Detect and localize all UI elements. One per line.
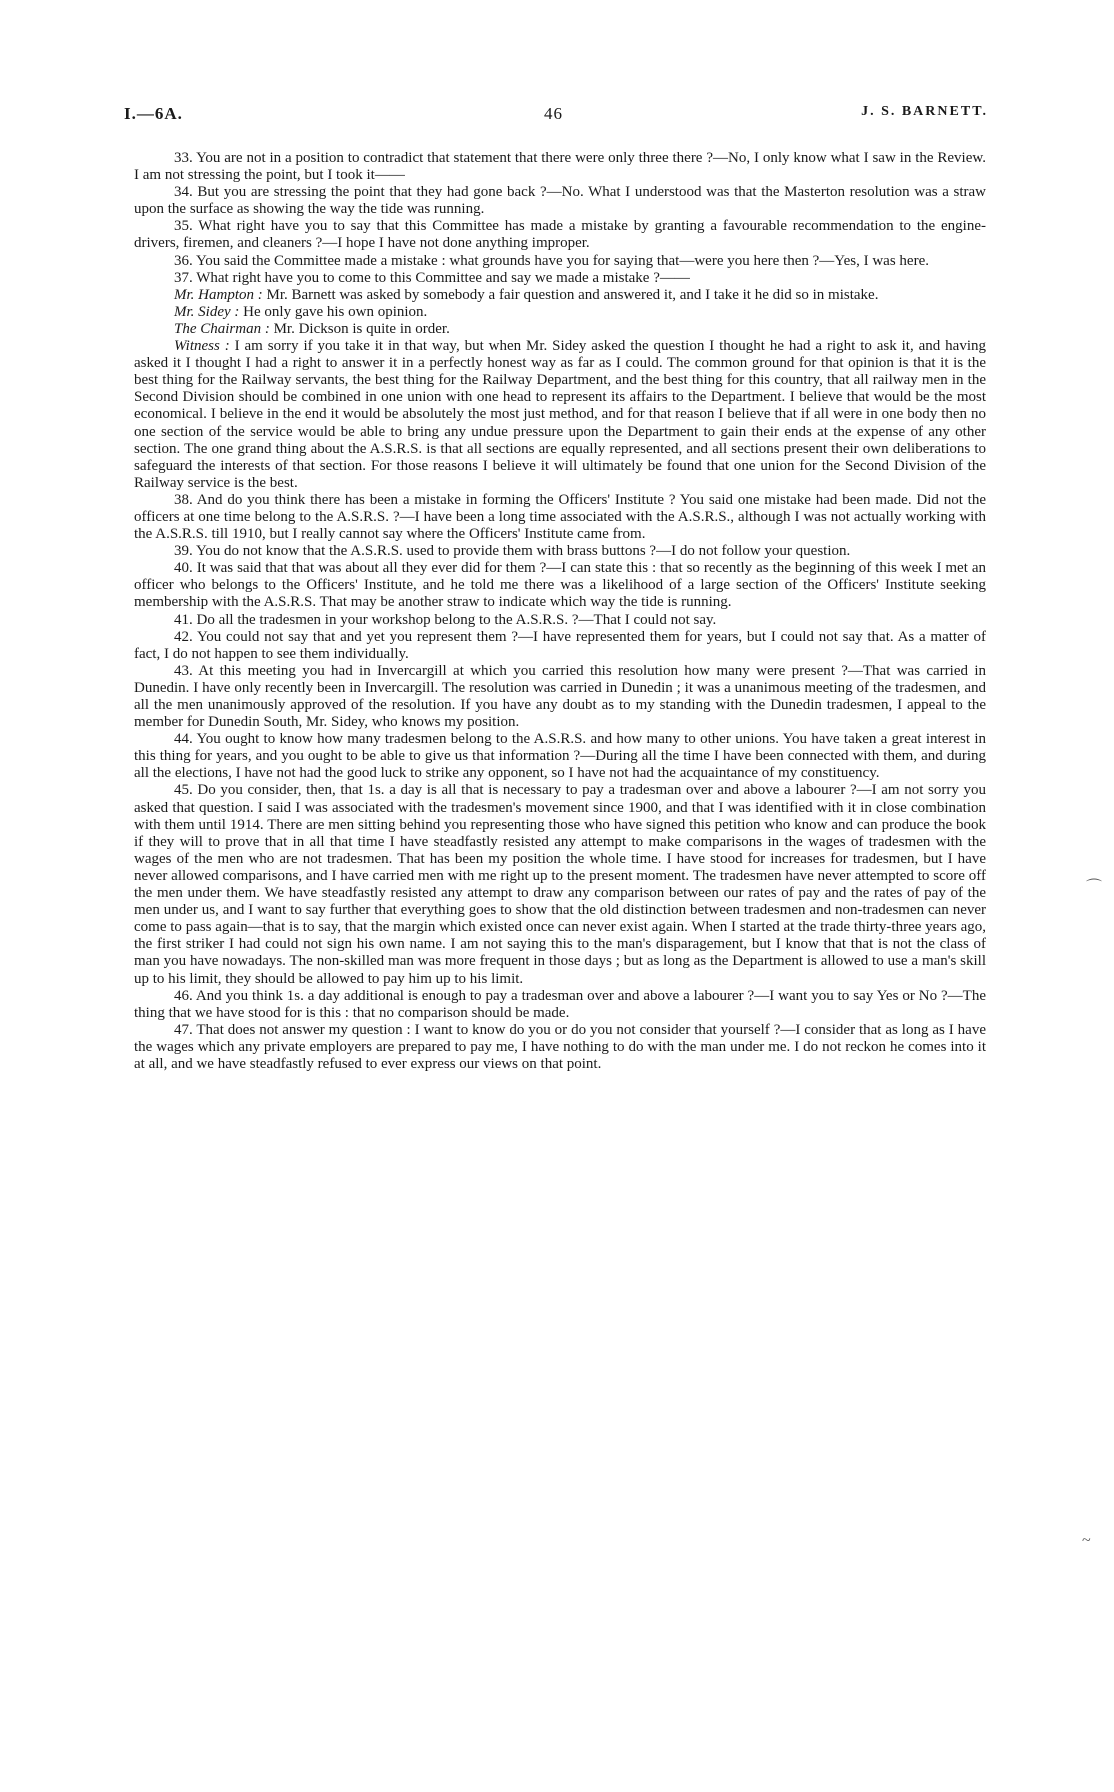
paragraph-37: 37. What right have you to come to this Committee and say we made a mistake ?—— [174,269,690,286]
paragraph-38: 38. And do you think there has been a mistake in forming the Officers' Institute ? You said one mistake had been made. Did not the officers at one time belong to the A.S.R.S. ?—I have been a long time associated with the A.S.R.S., although I was not actually working with the A.S.R.S. till 1910, but I really cannot say where the Officers' Institute came from. [134,491,986,543]
paragraph-44: 44. You ought to know how many tradesmen belong to the A.S.R.S. and how many to other unions. You have taken a great interest in this thing for years, and you ought to be able to give us that information ?—During all the time I have been connected with them, and during all the elections, I have not had the good luck to strike any opponent, so I have not had the acquaintance of my constituency. [134,731,986,782]
page-header [124,104,988,128]
paragraph-45: 45. Do you consider, then, that 1s. a day is all that is necessary to pay a tradesman over and above a labourer ?—I am not sorry you asked that question. I said I was associated with the tradesmen's movement since 1900, and that I was identified with it in close combination with them until 1914. There are men sitting behind you representing those who have signed this petition who know and can produce the book if they will to prove that in all that time I have steadfastly resisted any attempt to make comparisons in the wages of tradesmen with the wages of the men who are not tradesmen. That has been my position the whole time. I have stood for increases for tradesmen, but I have never allowed comparisons, and I have carried men with me right up to the present moment. The tradesmen have never attempted to score off the men under them. We have steadfastly resisted any attempt to draw any comparison between our rates of pay and the rates of pay of the men under us, and I want to say further that everything goes to show that the old distinction between tradesmen and non-tradesmen can never come to pass again—that is to say, that the margin which existed once can never exist again. When I started at the trade thirty-three years ago, the first striker I had could not sign his own name. I am not saying this to the man's disparagement, but I know that that is not the class of man you have nowadays. The non-skilled man was more frequent in those days ; but as long as the Department is allowed to use a man's skill up to his limit, they should be allowed to pay him up to his limit. [134,782,986,987]
speaker-text: Mr. Barnett was asked by somebody a fair question and answered it, and I take it he did so in mistake. [262,286,879,303]
speaker-paragraph-sidey [134,304,986,321]
paragraph-42: 42. You could not say that and yet you represent them ?—I have represented them for years, but I could not say that. As a matter of fact, I do not happen to see them individually. [134,628,986,662]
header-paper-reference: I.—6A. [124,104,183,123]
speaker-text: I am sorry if you take it in that way, but when Mr. Sidey asked the question I thought he had a right to ask it, and having asked it I thought I had a right to answer it in a perfectly honest way as far as I could. The common ground for that opinion is that it is the best thing for the Railway servants, the best thing for the Railway Department, and the best thing for this country, that all railway men in the Second Division should be combined in one union with one head to represent its affairs to the Department. I believe that would be the most economical. I believe in the end it would be absolutely the most just method, and for that reason I believe that if all were in one body then no one section of the service would be able to bring any undue pressure upon the Department to gain their ends at the expense of any other section. The one grand thing about the A.S.R.S. is that all sections are equally represented, and all sections present their own deliberations to safeguard the interests of that section. For those reasons I believe it will ultimately be found that one union for the Second Division of the Railway service is the best. [134,338,986,491]
paragraph-36: 36. You said the Committee made a mistake : what grounds have you for saying that—were you here then ?—Yes, I was here. [174,252,929,269]
speaker-paragraph-chairman [134,321,986,338]
paragraph-43: 43. At this meeting you had in Invercargill at which you carried this resolution how many were present ?—That was carried in Dunedin. I have only recently been in Invercargill. The resolution was carried in Dunedin ; it was a unanimous meeting of the tradesmen, and all the men unanimously approved of the resolution. If you have any doubt as to my standing with the Dunedin tradesmen, I appeal to the member for Dunedin South, Mr. Sidey, who knows my position. [134,662,986,731]
paragraph-40: 40. It was said that that was about all they ever did for them ?—I can state this : that so recently as the beginning of this week I met an officer who belongs to the Officers' Institute, and he told me there was a likelihood of a large section of the Officers' Institute seeking membership with the A.S.R.S. That may be another straw to indicate which way the tide is running. [134,560,986,611]
speaker-text: He only gave his own opinion. [239,303,428,320]
margin-tick-icon: ⌒ [1086,879,1103,896]
speaker-paragraph-hampton [134,287,986,304]
paragraph-35: 35. What right have you to say that this Committee has made a mistake by granting a favourable recommendation to the engine-drivers, firemen, and cleaners ?—I hope I have not done anything improper. [134,218,986,252]
paragraph-34: 34. But you are stressing the point that they had gone back ?—No. What I understood was that the Masterton resolution was a straw upon the surface as showing the way the tide was running. [134,184,986,218]
speaker-text: Mr. Dickson is quite in order. [269,320,450,337]
paragraph-46: 46. And you think 1s. a day additional is enough to pay a tradesman over and above a labourer ?—I want you to say Yes or No ?—The thing that we have stood for is this : that no comparison should be made. [134,987,986,1021]
testimony-body [134,150,986,1073]
speaker-label: The Chairman : [174,320,270,337]
paragraph-39: 39. You do not know that the A.S.R.S. used to provide them with brass buttons ?—I do not follow your question. [174,543,851,560]
margin-dash-icon: ~ [1082,1532,1091,1549]
paragraph-33: 33. You are not in a position to contradict that statement that there were only three there ?—No, I only know what I saw in the Review. I am not stressing the point, but I took it—— [134,150,986,184]
paragraph-47: 47. That does not answer my question : I want to know do you or do you not consider that yourself ?—I consider that as long as I have the wages which any private employers are prepared to pay me, I have nothing to do with the man under me. I do not reckon he comes into it at all, and we have steadfastly refused to ever express our views on that point. [134,1021,986,1072]
speaker-paragraph-witness [134,338,986,492]
header-witness-name: J. S. BARNETT. [861,104,988,119]
speaker-label: Witness : [174,338,230,355]
speaker-label: Mr. Hampton : [174,286,263,303]
speaker-label: Mr. Sidey : [174,303,240,320]
header-page-number: 46 [544,104,563,123]
paragraph-41: 41. Do all the tradesmen in your workshop belong to the A.S.R.S. ?—That I could not say. [174,611,717,628]
